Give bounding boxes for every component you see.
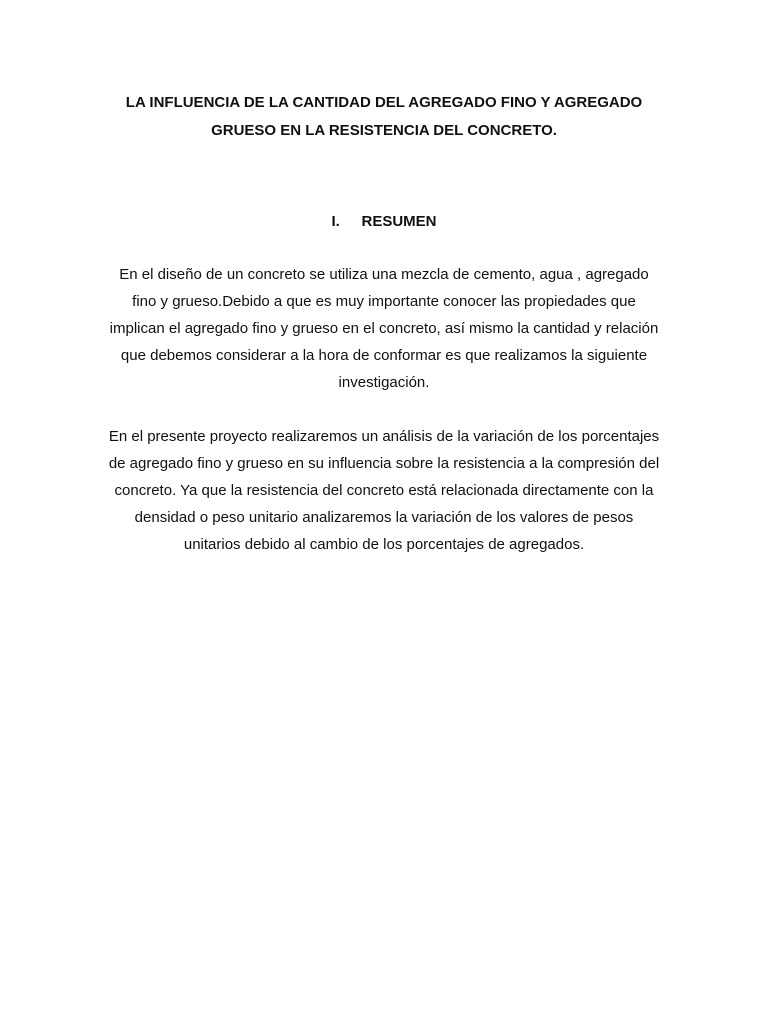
title-line: GRUESO EN LA RESISTENCIA DEL CONCRETO. <box>211 122 557 139</box>
paragraph-line: fino y grueso.Debido a que es muy importante conocer las propiedades que <box>132 293 636 310</box>
paragraph-line: En el presente proyecto realizaremos un análisis de la variación de los porcentajes <box>108 428 660 445</box>
paragraph-line: unitarios debido al cambio de los porcentajes de agregados. <box>183 536 585 553</box>
section-heading <box>0 211 768 233</box>
paragraph-line: de agregado fino y grueso en su influencia sobre la resistencia a la compresión del <box>108 455 660 472</box>
paragraph-line: densidad o peso unitario analizaremos la variación de los valores de pesos <box>134 509 634 526</box>
document-title <box>84 89 684 145</box>
section-number: I. <box>331 213 340 230</box>
paragraph-line: investigación. <box>338 374 430 391</box>
paragraph <box>84 423 684 558</box>
paragraph-line: concreto. Ya que la resistencia del concreto está relacionada directamente con la <box>114 482 654 499</box>
paragraph-line: implican el agregado fino y grueso en el concreto, así mismo la cantidad y relación <box>109 320 659 337</box>
paragraph-line: En el diseño de un concreto se utiliza una mezcla de cemento, agua , agregado <box>119 266 649 283</box>
title-line: LA INFLUENCIA DE LA CANTIDAD DEL AGREGADO FINO Y AGREGADO <box>125 94 643 111</box>
paragraph-line: que debemos considerar a la hora de conformar es que realizamos la siguiente <box>120 347 648 364</box>
section-title: RESUMEN <box>361 213 437 230</box>
paragraph <box>84 261 684 396</box>
